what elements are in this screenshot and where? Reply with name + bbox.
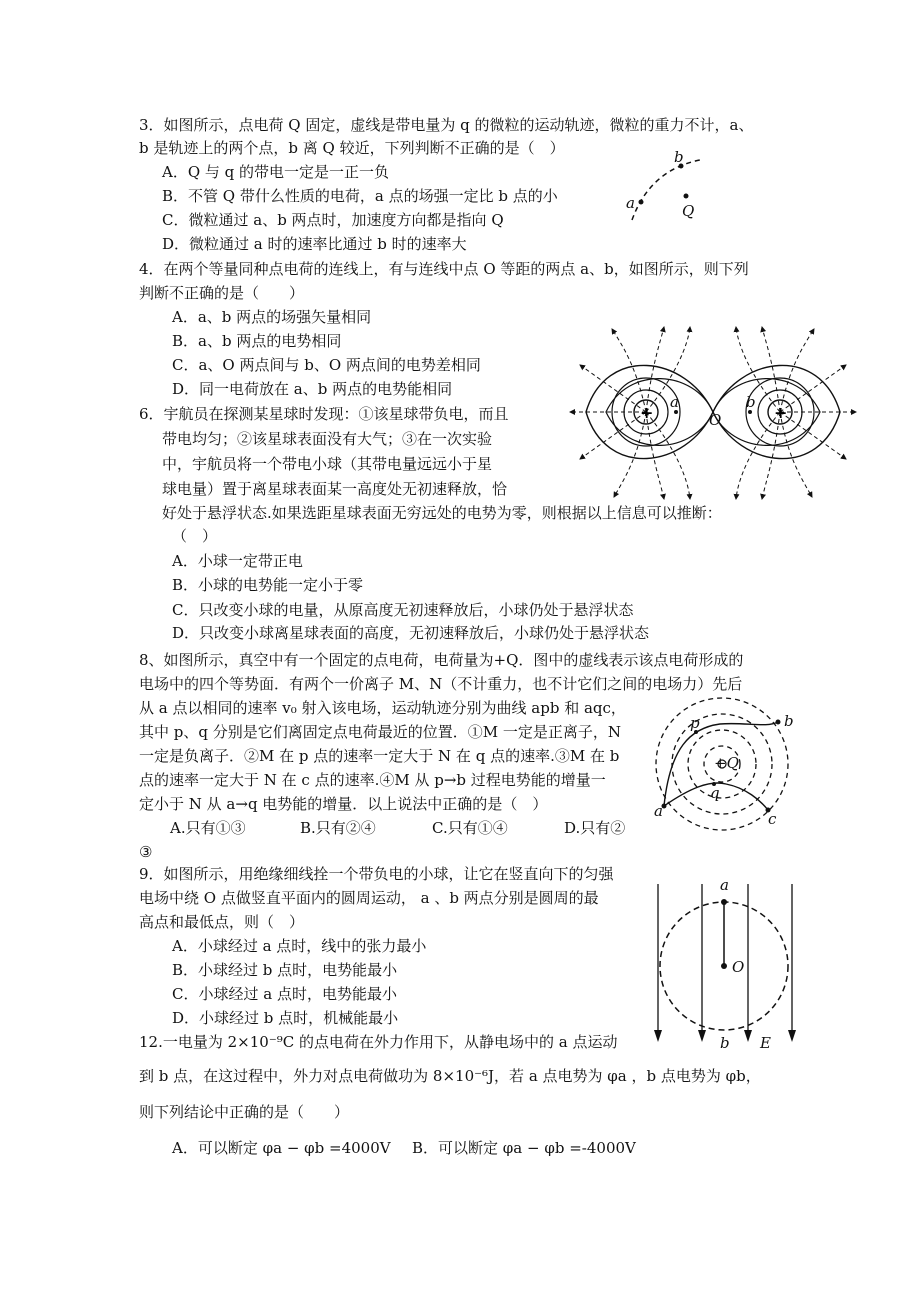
q12-option-b: B．可以断定 φa − φb =-4000V [412,1139,636,1157]
q8-label-charge: +Q [714,754,739,772]
q3-charge-q [684,194,689,199]
q8-label-a: a [654,802,663,820]
q4-label-b: b [746,393,756,411]
q4-plus-right: + [774,403,788,422]
q12-stem-line3: 则下列结论中正确的是（ ） [139,1103,350,1121]
q6-stem-line5: 好处于悬浮状态.如果选距星球表面无穷远处的电势为零，则根据以上信息可以推断： [162,504,722,522]
q8-stem-line7: 定小于 N 从 a→q 电势能的增量．以上说法中正确的是（ ） [139,795,548,813]
q9-point-o [721,963,727,969]
q6-stem-line6: （ ） [172,527,218,545]
q8-stem-line2: 电场中的四个等势面．有两个一价离子 M、N（不计重力，也不计它们之间的电场力）先后 [139,675,743,693]
q4-option-d: D．同一电荷放在 a、b 两点的电势能相同 [172,380,453,398]
q12-stem-line1: 12.一电量为 2×10⁻⁹C 的点电荷在外力作用下，从静电场中的 a 点运动 [139,1033,618,1051]
q4-option-c: C．a、O 两点间与 b、O 两点间的电势差相同 [172,356,481,374]
q4-label-o: O [709,411,722,429]
q9-point-a [721,899,727,905]
q8-stem-line6: 点的速率一定大于 N 在 c 点的速率.④M 从 p→b 过程电势能的增量一 [139,771,606,789]
q3-stem-line2: b 是轨迹上的两个点，b 离 Q 较近，下列判断不正确的是（ ） [139,139,565,157]
q8-stem-line4: 其中 p、q 分别是它们离固定点电荷最近的位置．①M 一定是正离子，N [139,723,621,741]
q6-stem-line4: 球电量）置于离星球表面某一高度处无初速释放，恰 [162,480,508,498]
q3-label-a: a [626,194,635,212]
q4-field-lines-figure [566,325,860,500]
q9-option-c: C．小球经过 a 点时，电势能最小 [172,985,397,1003]
q3-trajectory-figure [620,150,720,230]
q4-option-a: A．a、b 两点的场强矢量相同 [172,308,372,326]
q12-stem-line2: 到 b 点，在这过程中，外力对点电荷做功为 8×10⁻⁶J，若 a 点电势为 φa ，b 点电势为 φb， [139,1067,761,1085]
q9-stem-line3: 高点和最低点，则（ ） [139,913,305,931]
q9-option-a: A．小球经过 a 点时，线中的张力最小 [172,937,427,955]
q9-label-a: a [720,876,729,894]
q4-stem-line1: 4．在两个等量同种点电荷的连线上，有与连线中点 O 等距的两点 a、b，如图所示，则下列 [139,260,749,278]
q8-option-b: B.只有②④ [300,819,376,837]
q6-option-d: D．只改变小球离星球表面的高度，无初速释放后，小球仍处于悬浮状态 [172,624,650,642]
q8-stem-line1: 8、如图所示，真空中有一个固定的点电荷，电荷量为+Q．图中的虚线表示该点电荷形成的 [139,651,744,669]
q8-option-d-cont: ③ [139,843,153,861]
q12-option-a: A．可以断定 φa − φb =4000V [172,1139,391,1157]
q8-point-b [776,720,781,725]
q3-label-b: b [674,148,684,166]
q3-option-d: D．微粒通过 a 时的速率比通过 b 时的速率大 [162,235,467,253]
q3-stem-line1: 3．如图所示，点电荷 Q 固定，虚线是带电量为 q 的微粒的运动轨迹，微粒的重力不计，a、 [139,116,754,134]
q3-point-a [639,200,644,205]
q6-stem-line3: 中，宇航员将一个带电小球（其带电量远远小于星 [162,455,493,473]
q8-stem-line3: 从 a 点以相同的速率 v₀ 射入该电场，运动轨迹分别为曲线 apb 和 aqc， [139,699,626,717]
q4-label-a: a [670,393,679,411]
q9-stem-line1: 9．如图所示，用绝缘细线拴一个带负电的小球，让它在竖直向下的匀强 [139,865,614,883]
q8-equipotential-figure [650,688,800,830]
q6-stem-line2: 带电均匀；②该星球表面没有大气；③在一次实验 [162,430,493,448]
q8-label-q: q [710,784,720,802]
q8-label-b: b [784,712,794,730]
q4-stem-line2: 判断不正确的是（ ） [139,284,305,302]
q6-option-c: C．只改变小球的电量，从原高度无初速释放后，小球仍处于悬浮状态 [172,601,634,619]
q8-option-c: C.只有①④ [432,819,508,837]
q9-label-e: E [760,1034,771,1052]
q9-label-b: b [720,1034,730,1052]
q4-plus-left: + [640,403,654,422]
q3-option-c: C．微粒通过 a、b 两点时，加速度方向都是指向 Q [162,211,504,229]
q8-option-a: A.只有①③ [170,819,246,837]
q3-label-q: Q [682,202,695,220]
q6-stem-line1: 6．宇航员在探测某星球时发现：①该星球带负电，而且 [139,405,509,423]
q8-label-c: c [768,810,777,828]
q8-stem-line5: 一定是负离子．②M 在 p 点的速率一定大于 N 在 q 点的速率.③M 在 b [139,747,620,765]
q8-label-p: p [690,714,700,732]
q6-option-a: A．小球一定带正电 [172,552,303,570]
q9-option-b: B．小球经过 b 点时，电势能最小 [172,961,398,979]
q9-label-o: O [732,958,745,976]
q9-stem-line2: 电场中绕 O 点做竖直平面内的圆周运动， a 、b 两点分别是圆周的最 [139,889,599,907]
q6-option-b: B．小球的电势能一定小于零 [172,576,364,594]
q9-option-d: D．小球经过 b 点时，机械能最小 [172,1009,399,1027]
q9-circular-motion-figure [650,878,800,1050]
q4-option-b: B．a、b 两点的电势相同 [172,332,342,350]
q8-option-d: D.只有② [564,819,626,837]
q3-option-a: A．Q 与 q 的带电一定是一正一负 [162,163,390,181]
q3-option-b: B．不管 Q 带什么性质的电荷，a 点的场强一定比 b 点的小 [162,187,558,205]
